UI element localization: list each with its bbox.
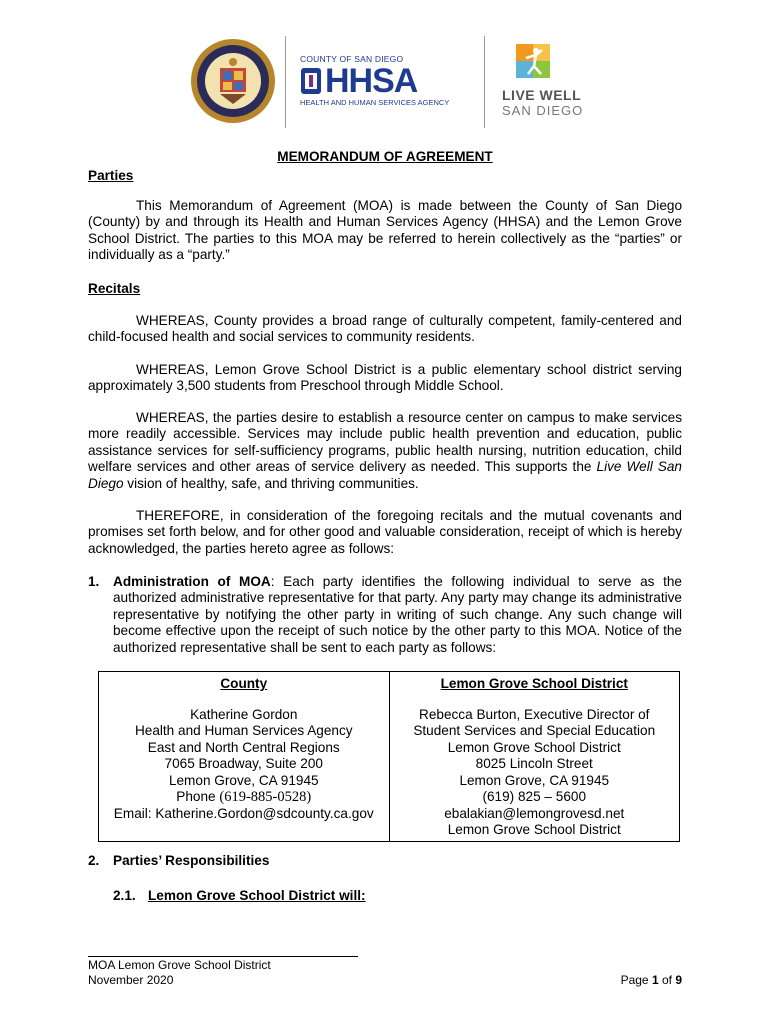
- contacts-table: [98, 671, 680, 842]
- footer: [88, 958, 271, 988]
- contacts-table-wrapper: [98, 671, 680, 842]
- hhsa-emblem-icon: [300, 66, 322, 96]
- contacts-row: [99, 672, 680, 842]
- logo-header: [190, 36, 610, 132]
- item-1-paragraph: [113, 574, 682, 656]
- recitals-heading: Recitals: [88, 281, 141, 296]
- recital-3-text-b: vision of healthy, safe, and thriving communities.: [123, 475, 419, 491]
- county-contact-address: 7065 Broadway, Suite 200: [164, 756, 323, 771]
- page-label: Page: [620, 973, 652, 987]
- item-2-1-number: 2.1.: [113, 888, 136, 903]
- item-1-number: 1.: [88, 574, 100, 589]
- live-well-subtitle: SAN DIEGO: [502, 103, 584, 118]
- recital-2: WHEREAS, Lemon Grove School District is a public elementary school district serving approximately 3,500 students from Preschool through Middle School.: [88, 362, 682, 394]
- footer-date: November 2020: [88, 973, 174, 987]
- district-contact-phone: (619) 825 – 5600: [482, 789, 587, 804]
- parties-paragraph: This Memorandum of Agreement (MOA) is made between the County of San Diego (County) by and through its Health and Human Services Agency (HHSA) and the Lemon Grove School District. The parties to this MOA may be referred to herein collectively as the “parties” or individually as a “party.”: [88, 198, 682, 263]
- item-1-title: Administration of MOA: [113, 574, 271, 589]
- recital-1: WHEREAS, County provides a broad range of culturally competent, family-centered and child-focused health and social services to community residents.: [88, 313, 682, 345]
- county-contact-agency: Health and Human Services Agency: [134, 723, 353, 738]
- hhsa-county-text: COUNTY OF SAN DIEGO: [300, 54, 404, 64]
- county-phone: (619-885-0528): [219, 789, 312, 805]
- page-current: 1: [651, 973, 659, 987]
- county-seal-logo: [190, 38, 276, 124]
- item-2-title: Parties’ Responsibilities: [113, 853, 270, 868]
- item-2-number: 2.: [88, 853, 100, 868]
- therefore-paragraph: THEREFORE, in consideration of the foregoing recitals and the mutual covenants and promises set forth below, and for other good and valuable consideration, receipt of which is hereby acknowledged, the parties hereto agree as follows:: [88, 508, 682, 556]
- live-well-figure-icon: [516, 44, 550, 78]
- county-contact-city: Lemon Grove, CA 91945: [168, 772, 319, 788]
- county-contact-cell: [99, 672, 390, 842]
- hhsa-agency-text: HEALTH AND HUMAN SERVICES AGENCY: [300, 98, 450, 107]
- live-well-logo: [502, 44, 602, 128]
- item-2-1-title: Lemon Grove School District will:: [148, 888, 366, 903]
- recital-3: [88, 410, 682, 492]
- district-contact-org: Lemon Grove School District: [447, 739, 621, 755]
- hhsa-logo: [300, 54, 470, 114]
- page-number: [610, 973, 682, 987]
- page-of: of: [658, 973, 676, 987]
- district-contact-name-1: Rebecca Burton, Executive Director of: [419, 706, 650, 722]
- logo-divider: [285, 36, 286, 128]
- parties-heading: Parties: [88, 168, 134, 183]
- county-contact-region: East and North Central Regions: [147, 739, 340, 755]
- recital-3-italic: Live Well San Diego: [88, 459, 682, 491]
- district-contact-cell: [389, 672, 680, 842]
- county-heading: County: [220, 676, 268, 691]
- county-contact-email: Email: Katherine.Gordon@sdcounty.ca.gov: [113, 805, 374, 821]
- district-heading: Lemon Grove School District: [440, 676, 628, 691]
- item-1-text: : Each party identifies the following individual to serve as the authorized administrative representative for that party. Any party may change its administrative representative by notifying the other party in writing of such change. Any such change will become effective upon the receipt of such notice by the other party to this MOA. Notice of the authorized representative shall be sent to each party as follows:: [113, 574, 682, 655]
- county-contact-name: Katherine Gordon: [190, 706, 298, 722]
- recital-3-text-a: WHEREAS, the parties desire to establish a resource center on campus to make services more readily accessible. Services may include public health prevention and education, public assistance services for self-sufficiency programs, public health nursing, nutrition education, child welfare services and other areas of service delivery as needed. This supports the: [88, 410, 682, 475]
- footer-divider: [88, 956, 358, 957]
- county-contact-phone-line: [103, 789, 385, 806]
- district-contact-name-2: Student Services and Special Education: [413, 723, 656, 738]
- page-total: 9: [675, 973, 682, 987]
- logo-divider-2: [484, 36, 485, 128]
- district-contact-address: 8025 Lincoln Street: [475, 756, 593, 771]
- live-well-title: LIVE WELL: [502, 87, 582, 103]
- county-phone-label: Phone: [176, 789, 220, 804]
- footer-doc-name: MOA Lemon Grove School District: [88, 958, 271, 972]
- district-contact-email: ebalakian@lemongrovesd.net: [444, 805, 625, 821]
- document-title: MEMORANDUM OF AGREEMENT: [277, 149, 493, 164]
- district-contact-org-2: Lemon Grove School District: [447, 822, 621, 837]
- hhsa-name: HHSA: [325, 62, 418, 100]
- district-contact-city: Lemon Grove, CA 91945: [459, 772, 610, 788]
